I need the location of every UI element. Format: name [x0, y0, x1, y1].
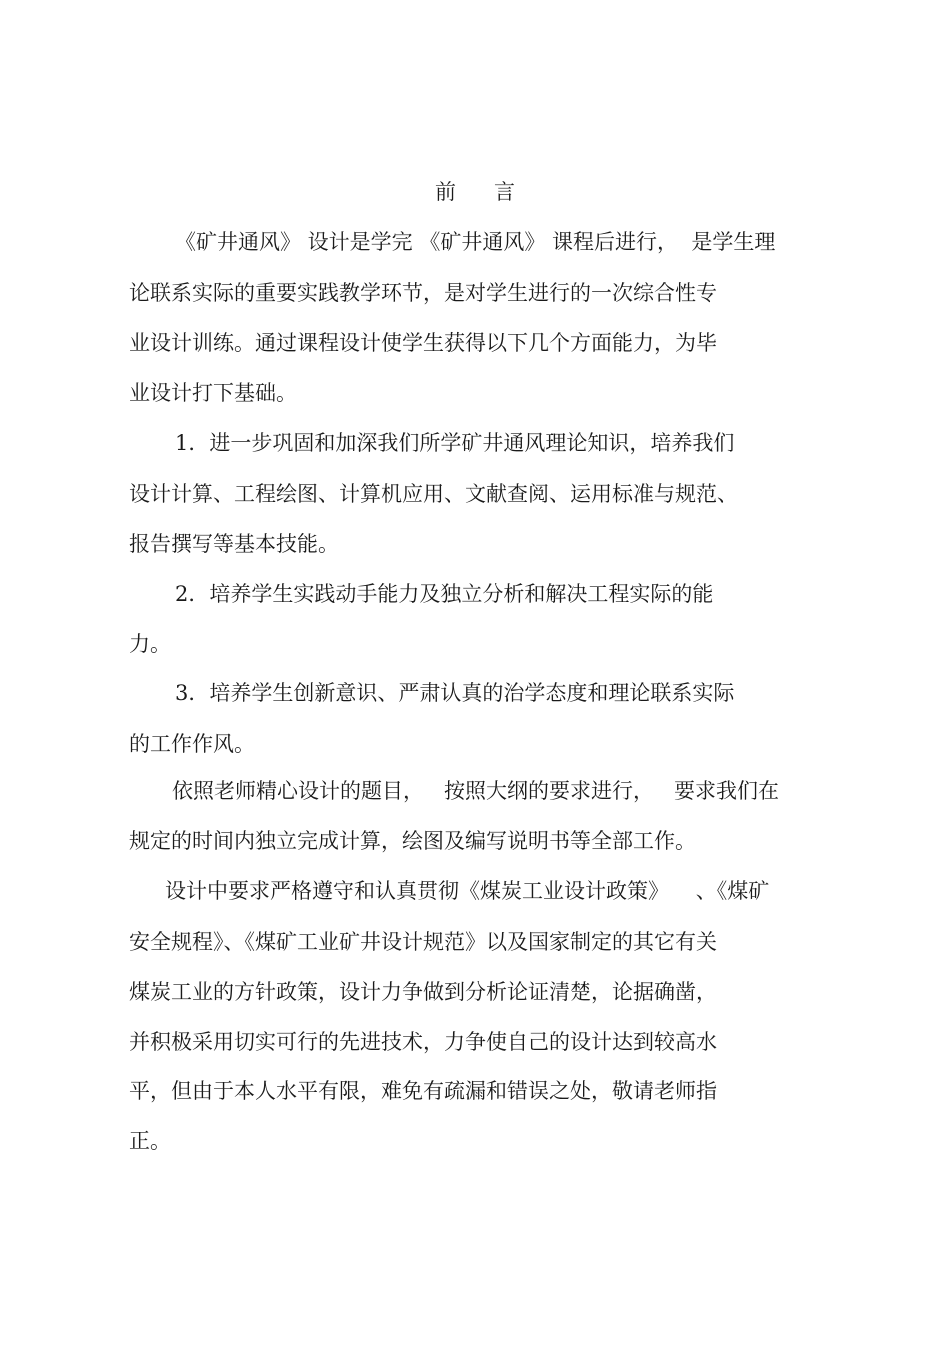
- title-char-2: 言: [494, 180, 515, 204]
- paragraph-line: 煤炭工业的方针政策，设计力争做到分析论证清楚，论据确凿，: [129, 980, 717, 1004]
- page-title: [0, 176, 950, 206]
- paragraph-line: 平，但由于本人水平有限，难免有疏漏和错误之处，敬请老师指: [129, 1079, 717, 1103]
- paragraph-line: 2．培养学生实践动手能力及独立分析和解决工程实际的能: [175, 582, 714, 606]
- paragraph-line: 《矿井通风》 设计是学完 《矿井通风》 课程后进行， 是学生理: [175, 230, 776, 254]
- paragraph-line: 力。: [129, 632, 171, 656]
- paragraph-line: 论联系实际的重要实践教学环节，是对学生进行的一次综合性专: [129, 281, 717, 305]
- paragraph-line: 规定的时间内独立完成计算，绘图及编写说明书等全部工作。: [129, 829, 696, 853]
- paragraph-line: 业设计打下基础。: [129, 381, 297, 405]
- paragraph-line: 并积极采用切实可行的先进技术，力争使自己的设计达到较高水: [129, 1030, 717, 1054]
- paragraph-line: 3．培养学生创新意识、严肃认真的治学态度和理论联系实际: [175, 681, 735, 705]
- paragraph-line: 的工作作风。: [129, 732, 255, 756]
- paragraph-line: 1．进一步巩固和加深我们所学矿井通风理论知识，培养我们: [175, 431, 735, 455]
- paragraph-line: 依照老师精心设计的题目， 按照大纲的要求进行， 要求我们在: [172, 779, 780, 803]
- paragraph-line: 设计计算、工程绘图、计算机应用、文献查阅、运用标准与规范、: [129, 482, 738, 506]
- title-char-1: 前: [435, 180, 456, 204]
- paragraph-line: 安全规程》、《煤矿工业矿井设计规范》以及国家制定的其它有关: [129, 930, 717, 954]
- paragraph-line: 设计中要求严格遵守和认真贯彻《煤炭工业设计政策》 、《煤矿: [165, 879, 770, 903]
- paragraph-line: 业设计训练。通过课程设计使学生获得以下几个方面能力，为毕: [129, 331, 717, 355]
- paragraph-line: 正。: [129, 1129, 171, 1153]
- paragraph-line: 报告撰写等基本技能。: [129, 532, 339, 556]
